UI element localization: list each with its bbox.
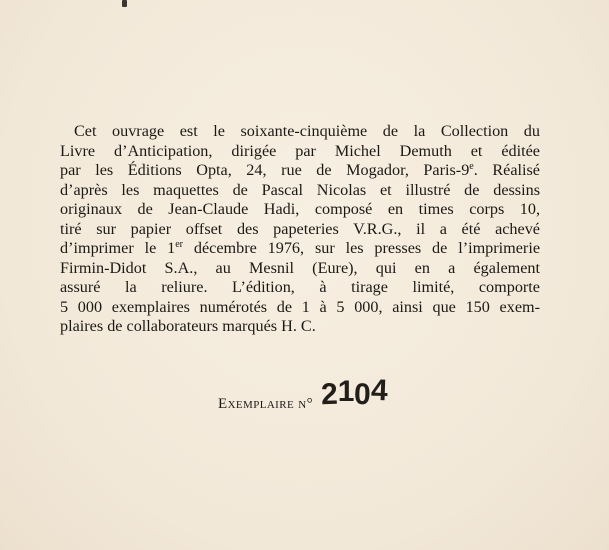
colophon-line-9: assuré la reliure. L’édition, à tirage limité, comporte <box>60 278 540 296</box>
colophon-line-3-end: . Réalisé <box>473 161 540 179</box>
colophon-line-1: Cet ouvrage est le soixante-cinquième de la Collection du <box>74 122 540 140</box>
colophon-line-2: Livre d’Anticipation, dirigée par Michel Demuth et éditée <box>60 141 540 160</box>
stamped-digit: 2 <box>320 377 339 412</box>
ordinal-superscript: er <box>175 239 184 250</box>
colophon-line-7 <box>60 239 540 259</box>
arrondissement-superscript: e <box>469 161 474 172</box>
colophon-line-11: plaires de collaborateurs marqués H. C. <box>60 317 316 335</box>
colophon-line-10: 5 000 exemplaires numérotés de 1 à 5 000, ainsi que 150 exem- <box>60 297 540 316</box>
stamped-copy-number <box>320 373 389 412</box>
colophon-line-7-text: d’imprimer le 1 <box>60 239 176 257</box>
colophon-line-8: Firmin-Didot S.A., au Mesnil (Eure), qui en a également <box>60 258 540 277</box>
colophon-line-4: d’après les maquettes de Pascal Nicolas et illustré de dessins <box>60 180 540 199</box>
colophon-line-3-text: par les Éditions Opta, 24, rue de Mogador, Paris-9 <box>60 161 470 179</box>
colophon-line-6: tiré sur papier offset des papeteries V.R.G., il a été achevé <box>60 219 540 238</box>
stamped-digit: 0 <box>354 377 372 412</box>
colophon-line-3 <box>60 161 540 181</box>
copy-label: Exemplaire n° <box>218 396 313 412</box>
colophon-paragraph <box>60 122 540 337</box>
colophon-line-5: originaux de Jean-Claude Hadi, composé en times corps 10, <box>60 200 540 218</box>
colophon-line-7-end: décembre 1976, sur les presses de l’imprimerie <box>183 239 541 257</box>
ink-speck <box>122 0 127 7</box>
stamped-digit: 1 <box>337 375 355 408</box>
stamped-digit: 4 <box>370 373 389 408</box>
